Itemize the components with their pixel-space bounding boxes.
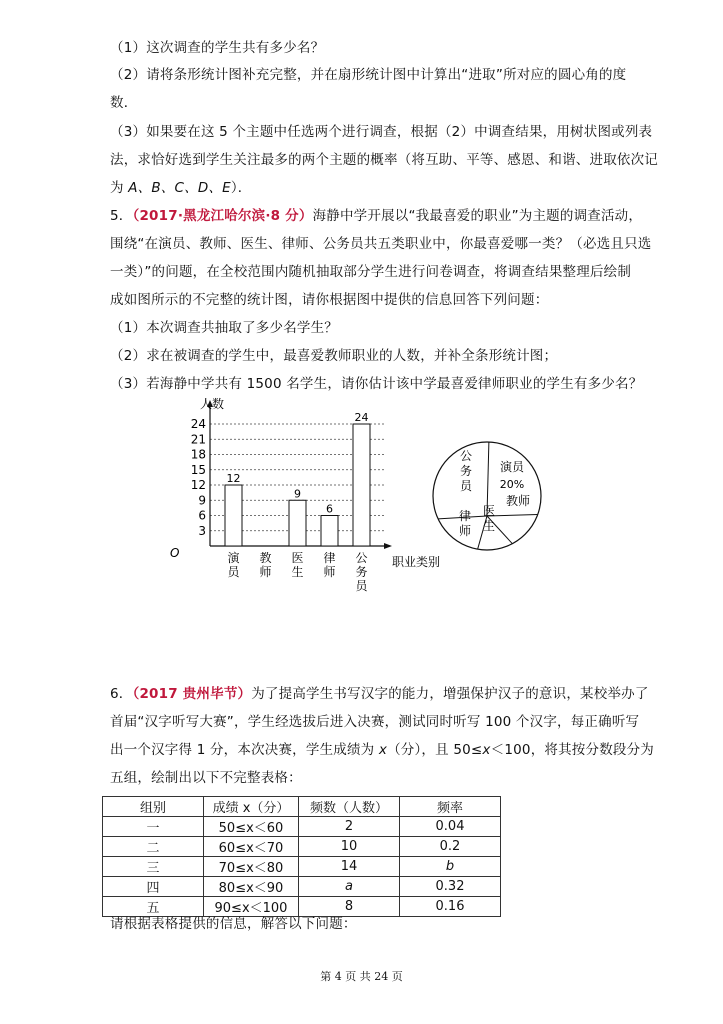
y-tick-label: 18 — [190, 447, 206, 462]
score-table — [102, 796, 501, 917]
prev-q-part3-cont: 法，求恰好选到学生关注最多的两个主题的概率（将互助、平等、感恩、和谐、进取依次记 — [110, 152, 658, 168]
y-tick-label: 12 — [190, 478, 206, 492]
table-cell: 五 — [103, 897, 204, 917]
q6-line-4: 五组，绘制出以下不完整表格： — [110, 770, 302, 786]
table-cell: 80≤x＜90 — [204, 877, 299, 897]
q5-line-4: 成如图所示的不完整的统计图，请你根据图中提供的信息回答下列问题： — [110, 292, 549, 308]
bar — [225, 485, 242, 546]
q6-line-2: 首届“汉字听写大赛”，学生经选拔后进入决赛，测试同时听写 100 个汉字，每正确听写 — [110, 714, 640, 730]
prev-q-part2-cont: 数． — [110, 95, 138, 111]
table-header: 频数（人数） — [299, 797, 400, 817]
prev-q-part1: （1）这次调查的学生共有多少名？ — [110, 40, 325, 56]
pie-slice-label: 公务员 — [459, 449, 473, 493]
bar — [321, 516, 338, 547]
q6-line-1: 6．（2017 贵州毕节）为了提高学生书写汉字的能力，增强保护汉子的意识，某校举办了 — [110, 686, 649, 702]
table-cell: 50≤x＜60 — [204, 817, 299, 837]
q5-line-2: 围绕“在演员、教师、医生、律师、公务员共五类职业中，你最喜爱哪一类？（必选且只选 — [110, 236, 652, 252]
y-tick-label: 6 — [198, 508, 206, 523]
y-tick-label: 9 — [198, 493, 206, 508]
q5-part1: （1）本次调查共抽取了多少名学生？ — [110, 320, 338, 336]
bar-data-label: 6 — [326, 502, 333, 516]
q5-part3: （3）若海静中学共有 1500 名学生，请你估计该中学最喜爱律师职业的学生有多少名？ — [110, 376, 643, 392]
table-row — [103, 817, 501, 837]
pie-slice-percent: 20% — [499, 478, 525, 491]
y-tick-label: 3 — [198, 523, 206, 538]
q5-line-3: 一类）”的问题，在全校范围内随机抽取部分学生进行问卷调查，将调查结果整理后绘制 — [110, 264, 632, 280]
table-cell: 0.2 — [400, 837, 501, 857]
y-tick-label: 21 — [190, 432, 206, 447]
table-cell: 60≤x＜70 — [204, 837, 299, 857]
table-cell: 90≤x＜100 — [204, 897, 299, 917]
y-tick-label: 15 — [190, 462, 206, 477]
prev-q-part3-end: 为 A、B、C、D、E）． — [110, 180, 252, 196]
q5-line-1: 5．（2017·黑龙江哈尔滨·8 分）海静中学开展以“我最喜爱的职业”为主题的调查活动， — [110, 208, 643, 224]
category-label: 律师 — [323, 551, 336, 579]
y-axis-label: 人数 — [200, 397, 225, 411]
category-label: 医生 — [291, 551, 304, 579]
category-label: 演员 — [227, 551, 240, 579]
table-cell: 一 — [103, 817, 204, 837]
table-header: 组别 — [103, 797, 204, 817]
q6-line-3: 出一个汉字得 1 分，本次决赛，学生成绩为 x（分），且 50≤x＜100，将其按分数段分为 — [110, 742, 654, 758]
table-row — [103, 857, 501, 877]
q6-instruction: 请根据表格提供的信息，解答以下问题： — [110, 916, 357, 932]
table-cell: 0.04 — [400, 817, 501, 837]
table-cell: a — [299, 877, 400, 897]
table-cell: 10 — [299, 837, 400, 857]
bar-data-label: 24 — [354, 411, 369, 424]
table-cell: 四 — [103, 877, 204, 897]
table-row — [103, 877, 501, 897]
table-cell: 14 — [299, 857, 400, 877]
prev-q-part3: （3）如果要在这 5 个主题中任选两个进行调查，根据（2）中调查结果，用树状图或列表 — [110, 124, 653, 140]
pie-slice-label: 律师 — [458, 509, 472, 538]
pie-slice-label: 演员 — [499, 460, 525, 474]
table-cell: 0.32 — [400, 877, 501, 897]
pie-slice-label: 教师 — [505, 494, 531, 508]
table-cell: 二 — [103, 837, 204, 857]
category-label: 公务员 — [355, 551, 368, 593]
q6-source: （2017 贵州毕节） — [132, 686, 252, 702]
bar — [289, 500, 306, 546]
table-cell: 0.16 — [400, 897, 501, 917]
x-axis-arrow — [384, 543, 392, 549]
table-cell: b — [400, 857, 501, 877]
prev-q-part2: （2）请将条形统计图补充完整，并在扇形统计图中计算出“进取”所对应的圆心角的度 — [110, 67, 627, 83]
table-header-row — [103, 797, 501, 817]
pie-slice-label: 医生 — [482, 504, 496, 533]
bar-data-label: 12 — [226, 472, 241, 485]
bar-chart — [170, 394, 450, 594]
table-cell: 2 — [299, 817, 400, 837]
pie-chart — [428, 438, 548, 558]
q5-part2: （2）求在被调查的学生中，最喜爱教师职业的人数，并补全条形统计图； — [110, 348, 558, 364]
page-footer: 第 4 页 共 24 页 — [320, 970, 403, 983]
table-row — [103, 837, 501, 857]
table-cell: 三 — [103, 857, 204, 877]
table-cell: 8 — [299, 897, 400, 917]
table-header: 频率 — [400, 797, 501, 817]
x-axis-label: 职业类别 — [392, 555, 441, 569]
origin-label: O — [170, 546, 180, 560]
q5-source: （2017·黑龙江哈尔滨·8 分） — [132, 208, 313, 224]
table-cell: 70≤x＜80 — [204, 857, 299, 877]
category-label: 教师 — [259, 551, 272, 579]
table-header: 成绩 x（分） — [204, 797, 299, 817]
bar-data-label: 9 — [294, 487, 301, 501]
y-tick-label: 24 — [190, 417, 206, 431]
bar — [353, 424, 370, 546]
